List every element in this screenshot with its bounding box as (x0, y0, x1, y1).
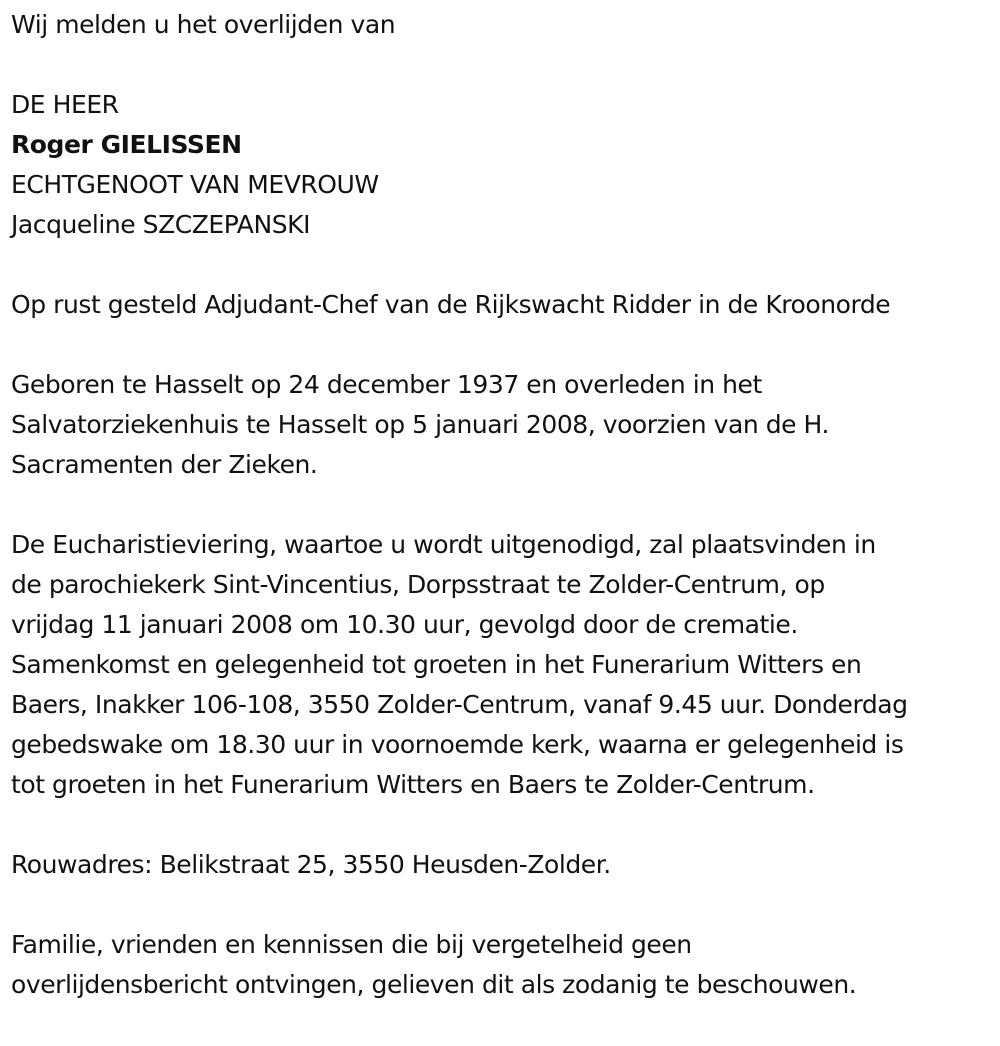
paragraph-line: Familie, vrienden en kennissen die bij vergetelheid geen (11, 930, 692, 959)
mourning-address: Rouwadres: Belikstraat 25, 3550 Heusden-Zolder. (11, 850, 611, 879)
paragraph-line: vrijdag 11 januari 2008 om 10.30 uur, gevolgd door de crematie. (11, 610, 798, 639)
birth-paragraph (11, 365, 1000, 485)
spouse-label: ECHTGENOOT VAN MEVROUW (11, 170, 379, 199)
closing-paragraph (11, 925, 1000, 1005)
intro-line: Wij melden u het overlijden van (11, 10, 396, 39)
paragraph-line: De Eucharistieviering, waartoe u wordt uitgenodigd, zal plaatsvinden in (11, 530, 876, 559)
paragraph-line: tot groeten in het Funerarium Witters en Baers te Zolder-Centrum. (11, 770, 815, 799)
paragraph-line: Baers, Inakker 106-108, 3550 Zolder-Centrum, vanaf 9.45 uur. Donderdag (11, 690, 908, 719)
deceased-name: Roger GIELISSEN (11, 130, 242, 159)
honorific-title: DE HEER (11, 90, 119, 119)
paragraph-line: overlijdensbericht ontvingen, gelieven dit als zodanig te beschouwen. (11, 970, 857, 999)
paragraph-line: Samenkomst en gelegenheid tot groeten in het Funerarium Witters en (11, 650, 862, 679)
spacer (11, 245, 1000, 285)
spacer (11, 485, 1000, 525)
spacer (11, 325, 1000, 365)
paragraph-line: gebedswake om 18.30 uur in voornoemde kerk, waarna er gelegenheid is (11, 730, 904, 759)
paragraph-line: Geboren te Hasselt op 24 december 1937 en overleden in het (11, 370, 762, 399)
spacer (11, 45, 1000, 85)
service-paragraph (11, 525, 1000, 805)
spacer (11, 885, 1000, 925)
spouse-name: Jacqueline SZCZEPANSKI (11, 210, 310, 239)
rank-line: Op rust gesteld Adjudant-Chef van de Rijkswacht Ridder in de Kroonorde (11, 290, 891, 319)
spacer (11, 805, 1000, 845)
paragraph-line: Sacramenten der Zieken. (11, 450, 318, 479)
paragraph-line: Salvatorziekenhuis te Hasselt op 5 januari 2008, voorzien van de H. (11, 410, 829, 439)
paragraph-line: de parochiekerk Sint-Vincentius, Dorpsstraat te Zolder-Centrum, op (11, 570, 825, 599)
